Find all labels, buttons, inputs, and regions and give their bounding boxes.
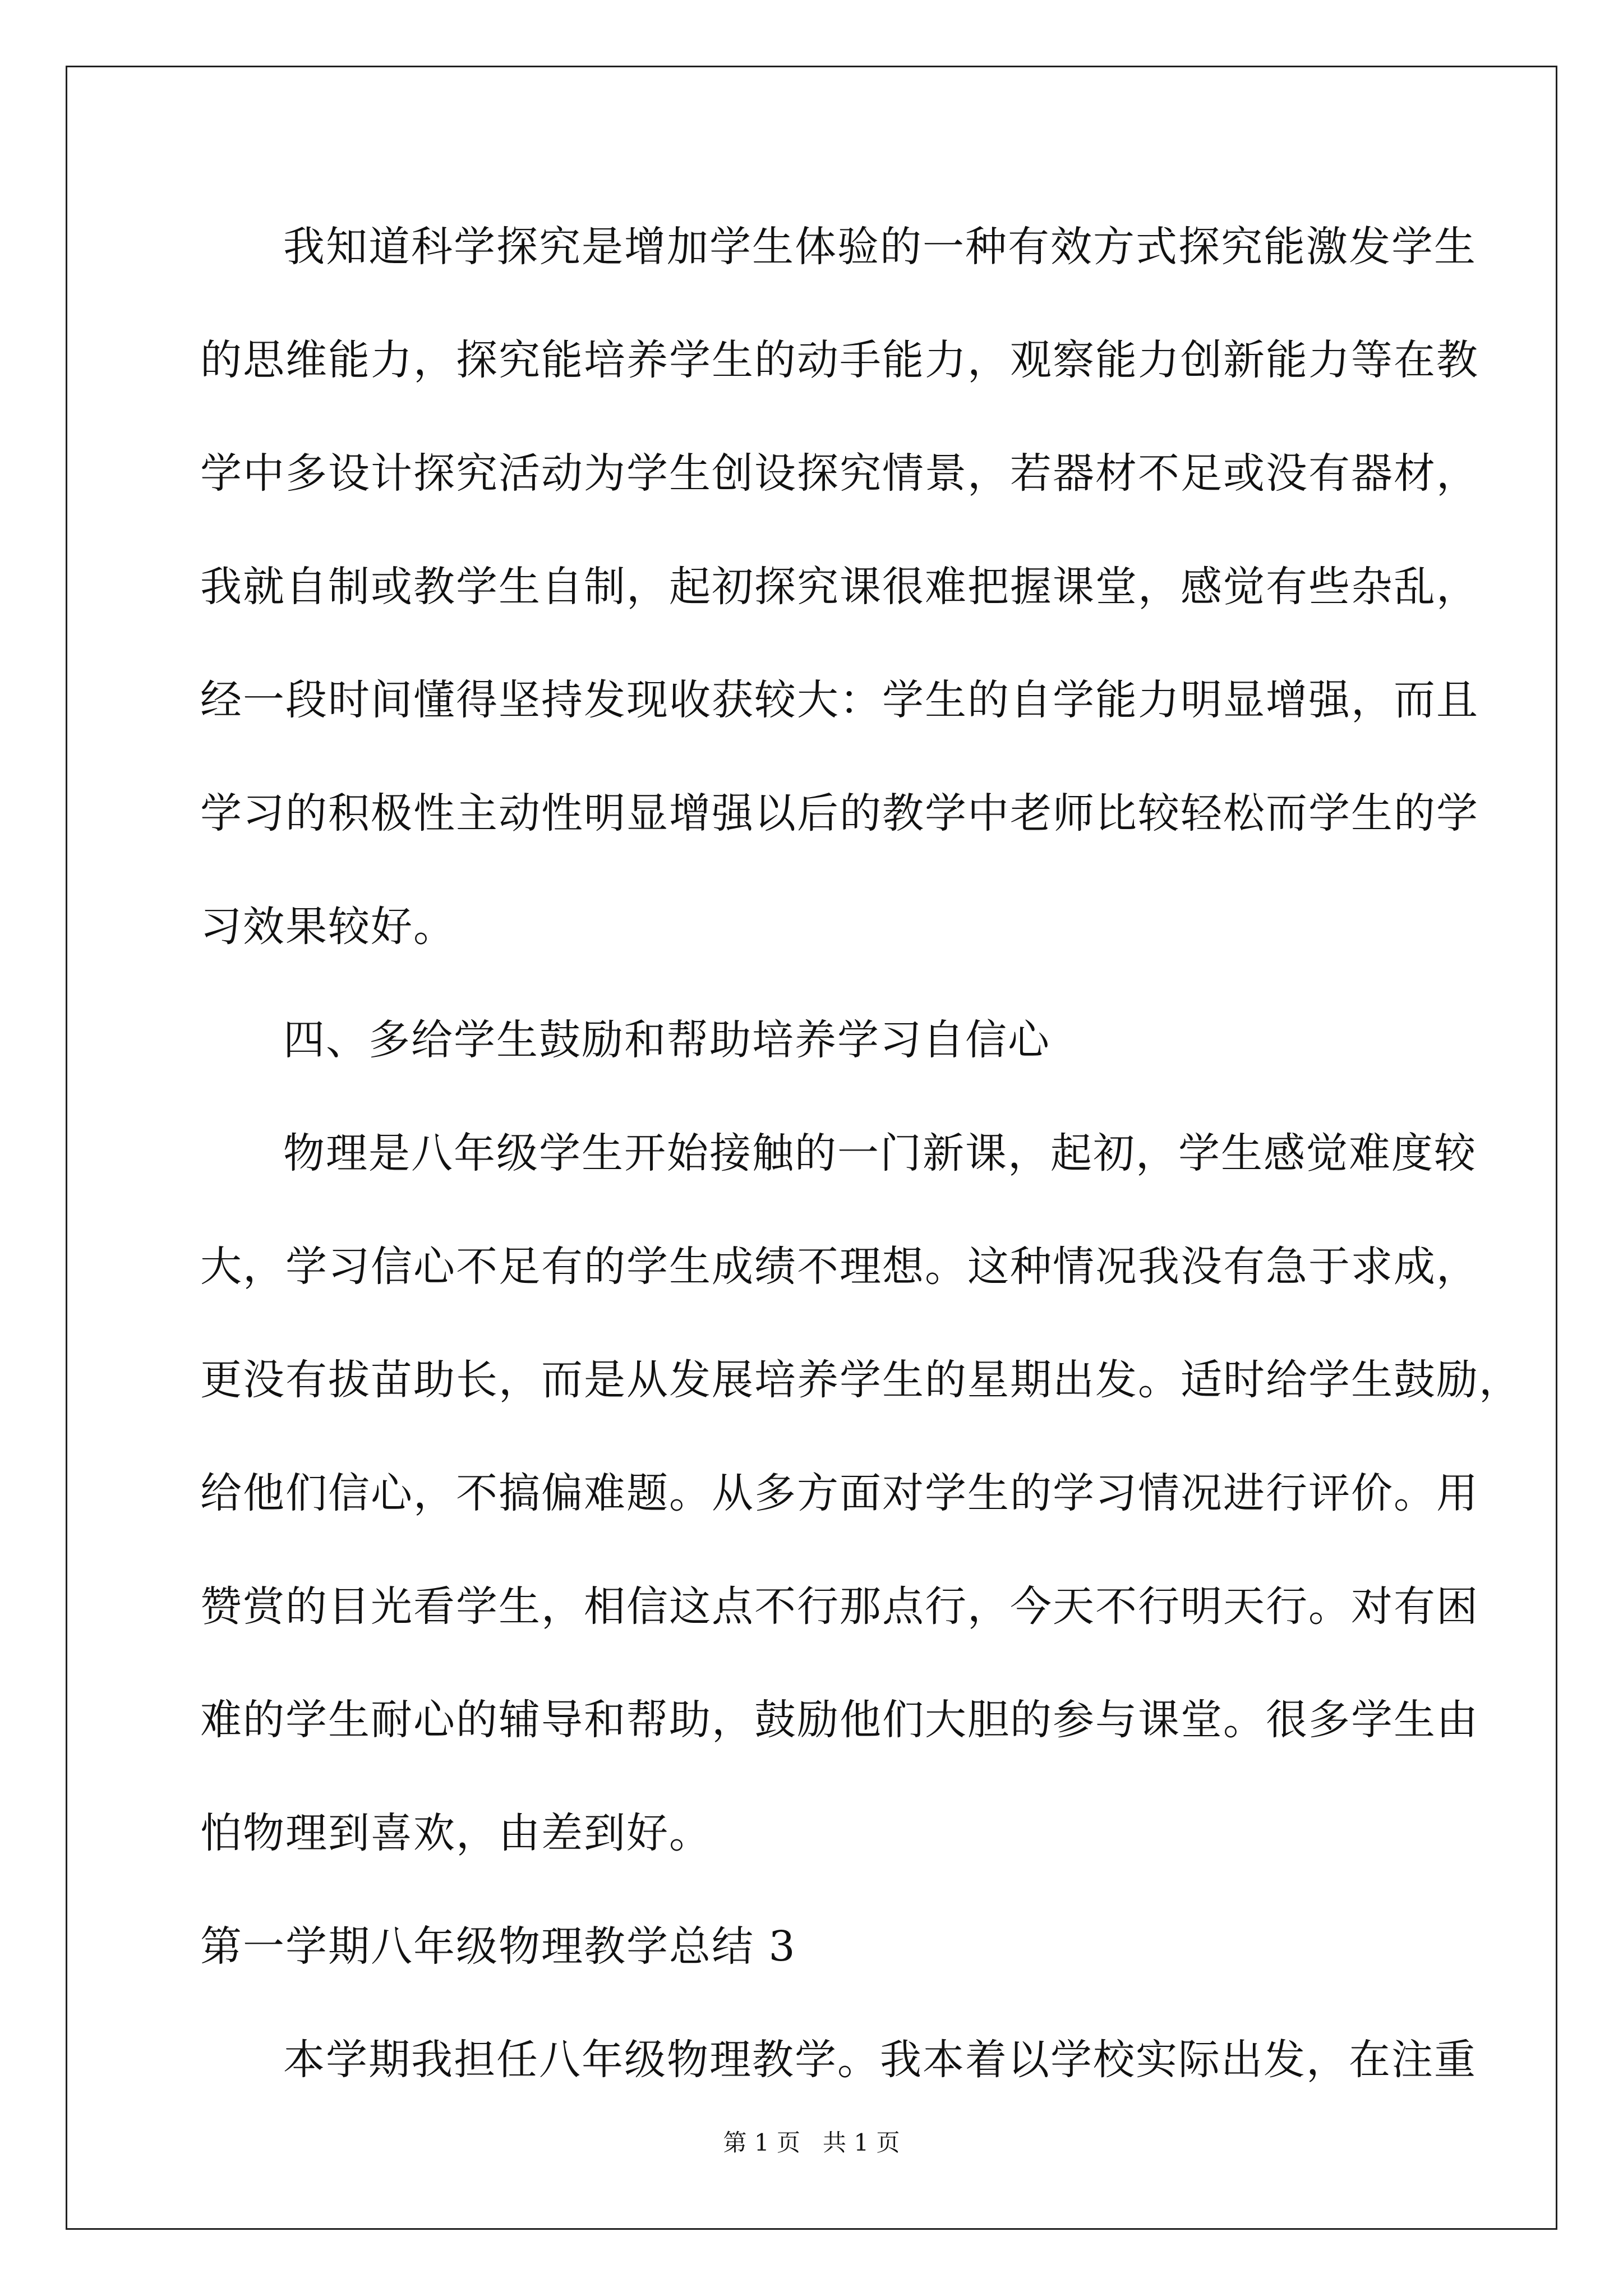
paragraph-line: 学习的积极性主动性明显增强以后的教学中老师比较轻松而学生的学 [200, 789, 1479, 838]
paragraph-line: 大，学习信心不足有的学生成绩不理想。这种情况我没有急于求成， [200, 1243, 1479, 1291]
paragraph-line: 物理是八年级学生开始接触的一门新课，起初，学生感觉难度较 [283, 1129, 1477, 1177]
paragraph-line: 给他们信心，不搞偏难题。从多方面对学生的学习情况进行评价。用 [200, 1469, 1479, 1517]
paragraph-line: 学中多设计探究活动为学生创设探究情景，若器材不足或没有器材， [200, 449, 1479, 498]
paragraph-line: 习效果较好。 [200, 903, 456, 951]
section-heading: 四、多给学生鼓励和帮助培养学习自信心 [283, 1016, 1050, 1064]
paragraph-line: 难的学生耐心的辅导和帮助，鼓励他们大胆的参与课堂。很多学生由 [200, 1696, 1479, 1744]
document-title: 第一学期八年级物理教学总结 3 [200, 1922, 796, 1971]
paragraph-line: 怕物理到喜欢，由差到好。 [200, 1809, 712, 1857]
paragraph-line: 经一段时间懂得坚持发现收获较大：学生的自学能力明显增强，而且 [200, 676, 1479, 724]
paragraph-line: 本学期我担任八年级物理教学。我本着以学校实际出发，在注重 [283, 2036, 1477, 2084]
paragraph-line: 更没有拔苗助长，而是从发展培养学生的星期出发。适时给学生鼓励， [200, 1356, 1521, 1404]
paragraph-line: 赞赏的目光看学生，相信这点不行那点行，今天不行明天行。对有困 [200, 1582, 1479, 1631]
paragraph-line: 的思维能力，探究能培养学生的动手能力，观察能力创新能力等在教 [200, 336, 1479, 384]
paragraph-line: 我知道科学探究是增加学生体验的一种有效方式探究能激发学生 [283, 223, 1477, 271]
paragraph-line: 我就自制或教学生自制，起初探究课很难把握课堂，感觉有些杂乱， [200, 563, 1479, 611]
page-footer: 第 1 页 共 1 页 [723, 2129, 900, 2156]
